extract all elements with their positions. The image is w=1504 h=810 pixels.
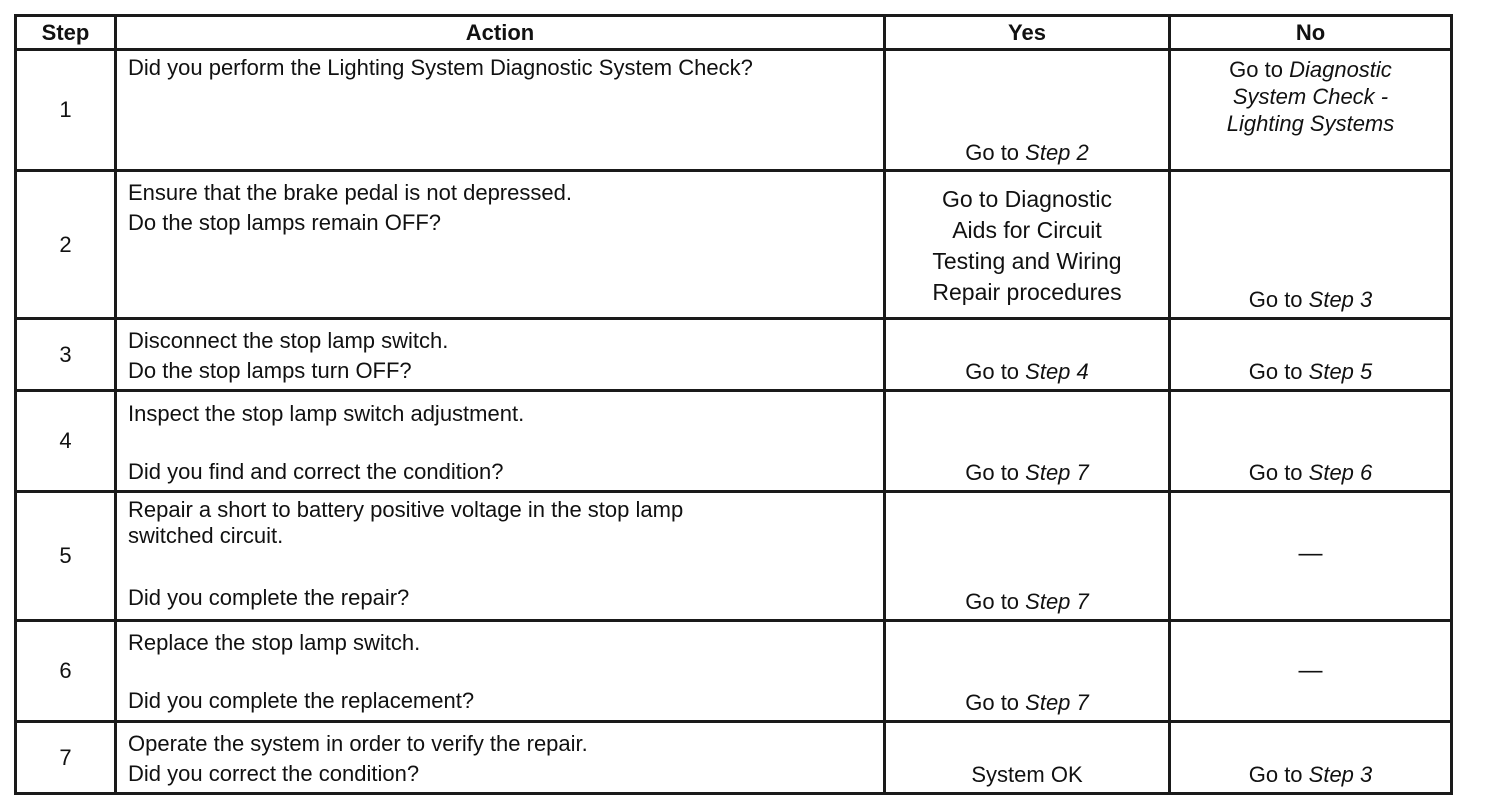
no-text: — xyxy=(1298,657,1323,684)
yes-text: Go to Step 4 xyxy=(965,359,1089,384)
table-row xyxy=(16,50,1452,171)
yes-text: Go to Step 7 xyxy=(965,460,1089,485)
yes-cell xyxy=(885,171,1170,319)
action-cell xyxy=(116,171,885,319)
action-cell xyxy=(116,391,885,492)
action-text: Ensure that the brake pedal is not depressed. xyxy=(128,180,572,205)
no-cell xyxy=(1170,319,1452,391)
action-text: switched circuit. xyxy=(128,523,284,548)
header-step: Step xyxy=(16,16,116,50)
action-text: Did you complete the repair? xyxy=(128,585,410,610)
step-number: 6 xyxy=(16,621,116,722)
action-cell xyxy=(116,50,885,171)
action-cell xyxy=(116,319,885,391)
no-text: Go to Step 5 xyxy=(1248,359,1373,384)
diagnostic-table xyxy=(14,14,1453,795)
no-cell xyxy=(1170,621,1452,722)
yes-text: System OK xyxy=(971,762,1083,787)
action-text: Did you complete the replacement? xyxy=(128,688,475,713)
action-text: Do the stop lamps remain OFF? xyxy=(128,210,442,235)
action-text: Did you correct the condition? xyxy=(128,761,420,786)
action-text: Do the stop lamps turn OFF? xyxy=(128,358,412,383)
step-number: 3 xyxy=(16,319,116,391)
table-row xyxy=(16,319,1452,391)
action-text: Inspect the stop lamp switch adjustment. xyxy=(128,401,525,426)
table-row xyxy=(16,391,1452,492)
step-number: 1 xyxy=(16,50,116,171)
yes-text: Go to Step 7 xyxy=(965,690,1089,715)
yes-cell xyxy=(885,319,1170,391)
no-cell xyxy=(1170,492,1452,621)
action-cell xyxy=(116,492,885,621)
action-text: Repair a short to battery positive voltage in the stop lamp xyxy=(128,497,684,522)
step-number: 2 xyxy=(16,171,116,319)
action-text: Did you perform the Lighting System Diagnostic System Check? xyxy=(128,55,753,80)
yes-cell xyxy=(885,722,1170,794)
yes-cell xyxy=(885,492,1170,621)
header-action: Action xyxy=(116,16,885,50)
action-cell xyxy=(116,621,885,722)
no-text: Go to Diagnostic System Check - Lighting Systems xyxy=(1226,57,1395,136)
table-row xyxy=(16,492,1452,621)
yes-cell xyxy=(885,621,1170,722)
no-text: Go to Step 6 xyxy=(1248,460,1373,485)
action-text: Replace the stop lamp switch. xyxy=(128,630,421,655)
action-text: Did you find and correct the condition? xyxy=(128,459,504,484)
no-cell xyxy=(1170,171,1452,319)
yes-text: Go to Step 2 xyxy=(965,140,1089,165)
header-yes: Yes xyxy=(885,16,1170,50)
no-cell xyxy=(1170,50,1452,171)
action-text: Disconnect the stop lamp switch. xyxy=(128,328,449,353)
no-text: Go to Step 3 xyxy=(1248,762,1373,787)
table-row xyxy=(16,621,1452,722)
no-cell xyxy=(1170,391,1452,492)
no-cell xyxy=(1170,722,1452,794)
diagnostic-table-container xyxy=(14,14,1453,795)
header-no: No xyxy=(1170,16,1452,50)
yes-cell xyxy=(885,50,1170,171)
no-text: — xyxy=(1298,540,1323,567)
no-text: Go to Step 3 xyxy=(1248,287,1373,312)
yes-text: Go to Diagnostic Aids for Circuit Testing and Wiring Repair procedures xyxy=(932,186,1122,305)
step-number: 5 xyxy=(16,492,116,621)
step-number: 7 xyxy=(16,722,116,794)
yes-cell xyxy=(885,391,1170,492)
action-cell xyxy=(116,722,885,794)
table-row xyxy=(16,722,1452,794)
header-row xyxy=(16,16,1452,50)
action-text: Operate the system in order to verify the repair. xyxy=(128,731,588,756)
table-row xyxy=(16,171,1452,319)
step-number: 4 xyxy=(16,391,116,492)
yes-text: Go to Step 7 xyxy=(965,589,1089,614)
